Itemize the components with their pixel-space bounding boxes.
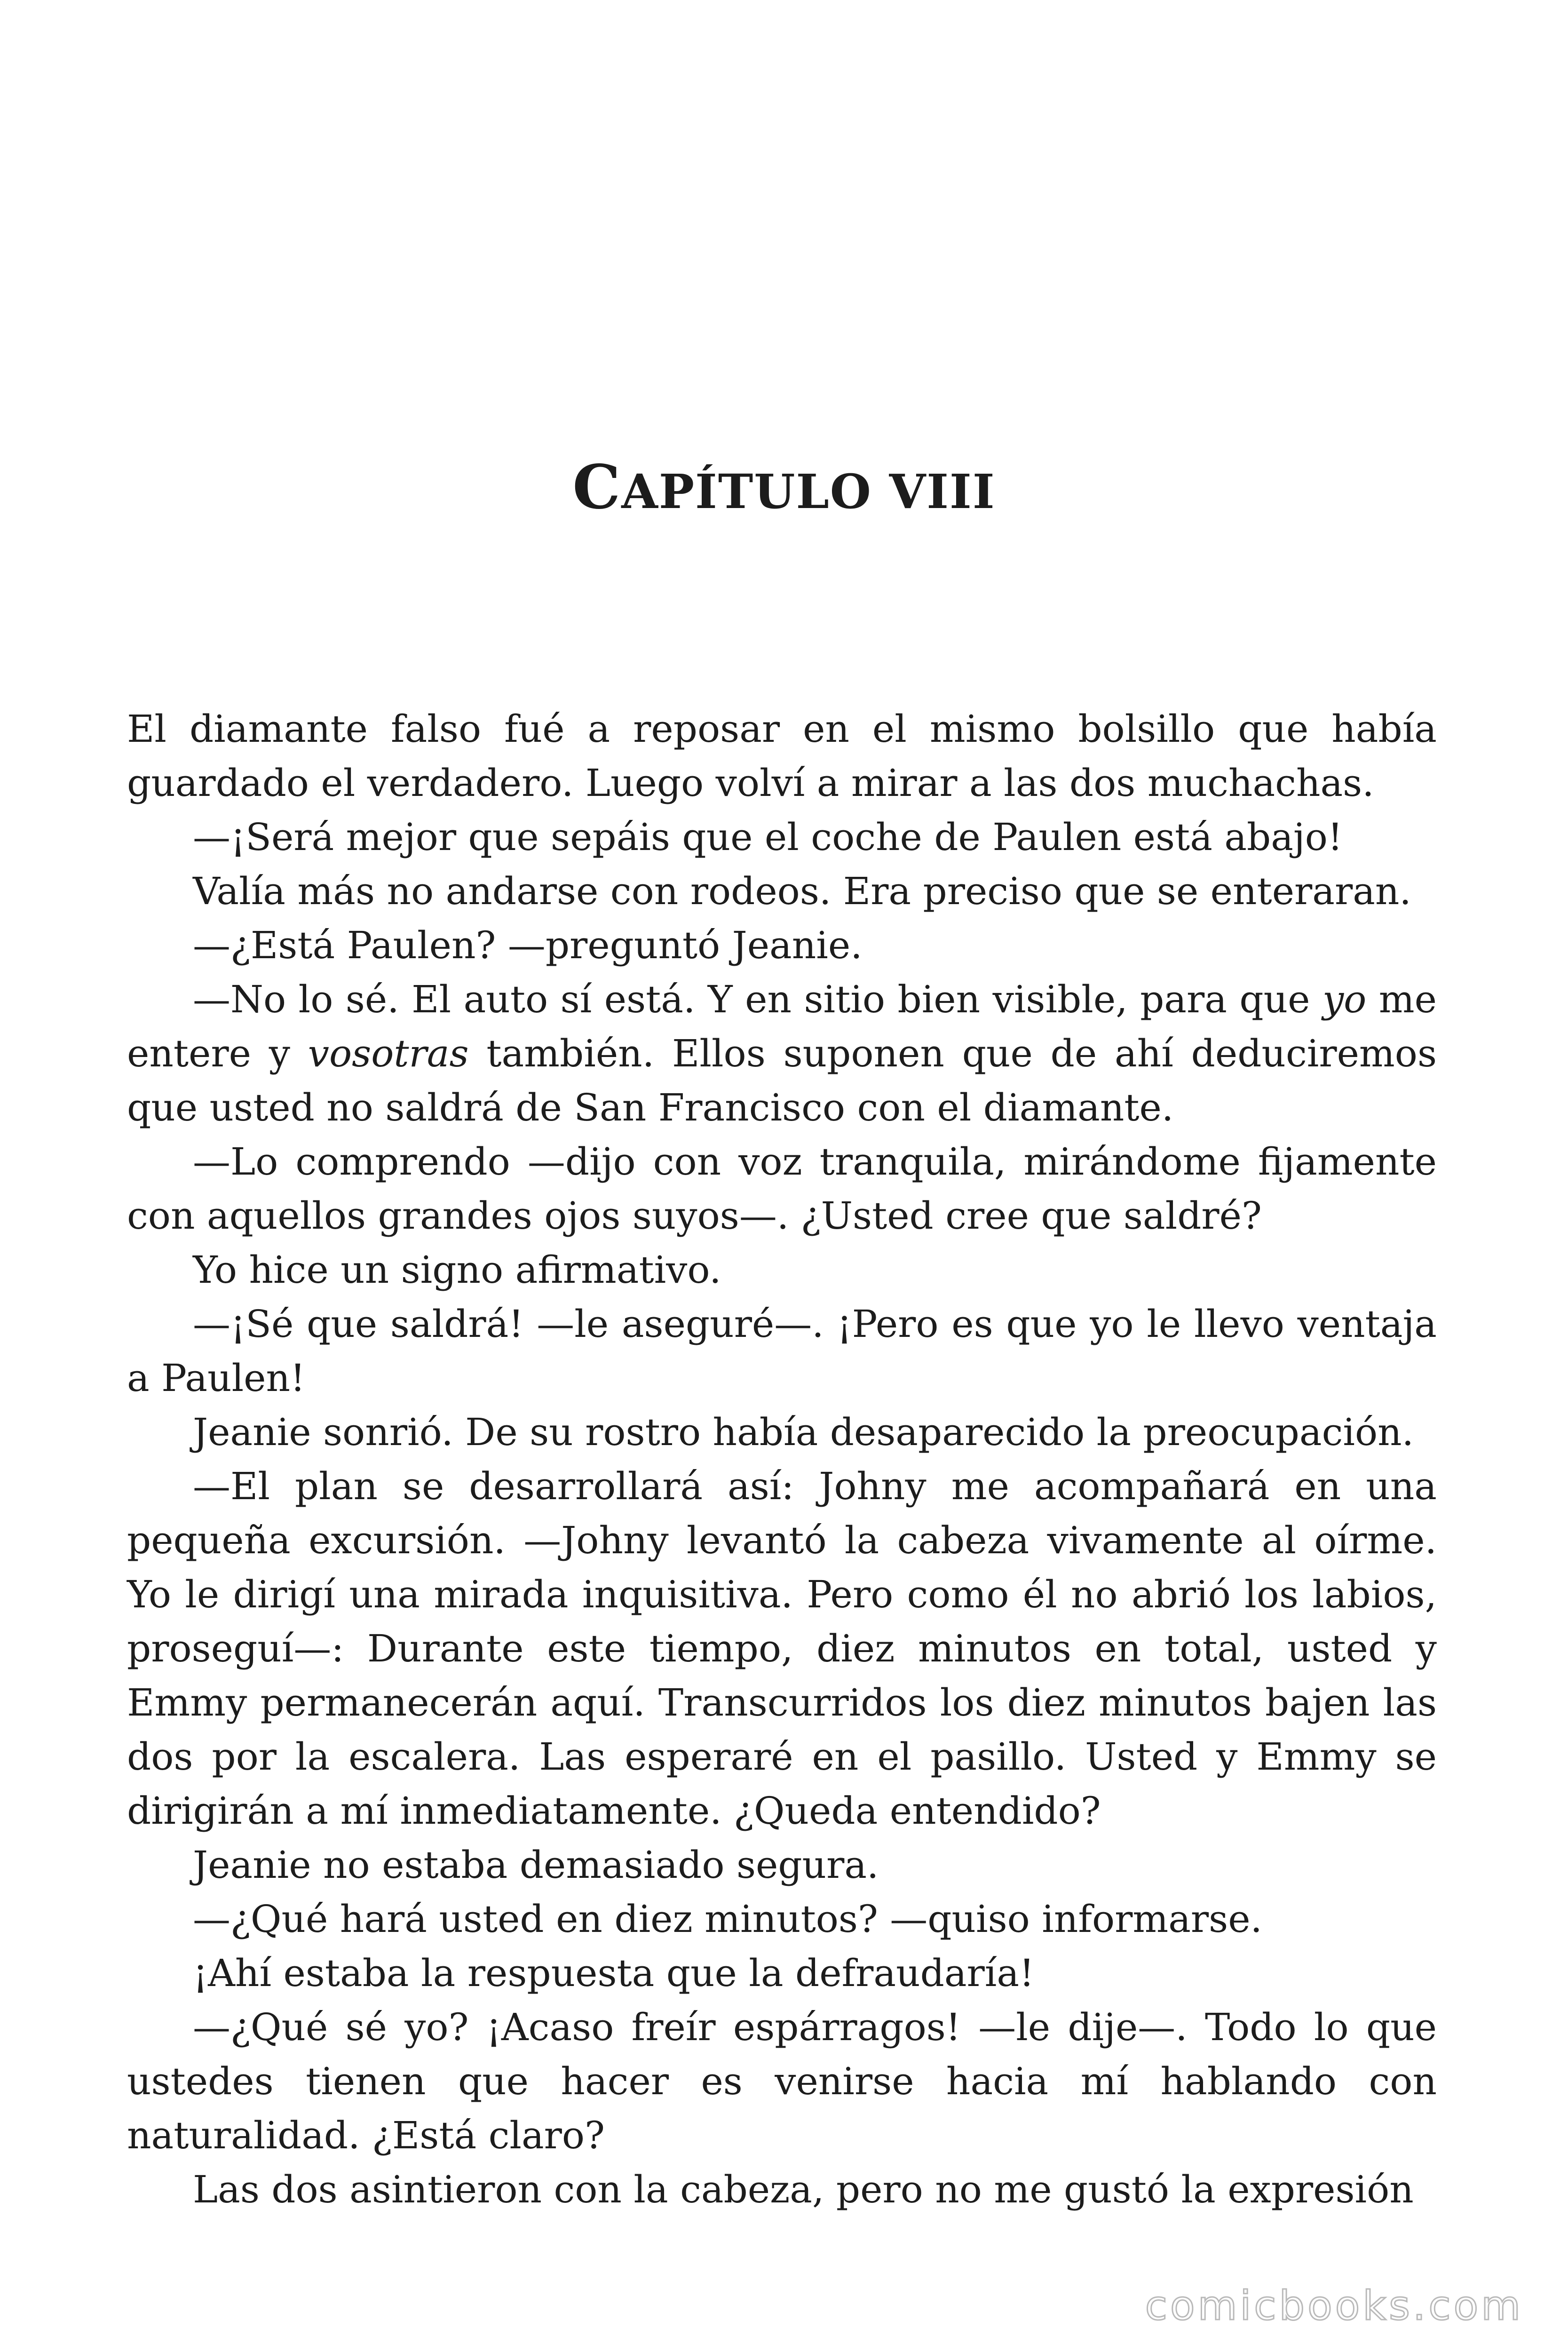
- paragraph: Valía más no andarse con rodeos. Era preciso que se enteraran.: [193, 869, 1411, 913]
- emphasis-text: vosotras: [308, 1032, 469, 1075]
- paragraph-text: me entere y: [127, 977, 1437, 1075]
- paragraph-text: —No lo sé. El auto sí está. Y en sitio bien visible, para que: [193, 977, 1323, 1021]
- chapter-title-initial: C: [572, 452, 622, 523]
- paragraph-text: también. Ellos suponen que de ahí deduciremos que usted no saldrá de San Francisco con el diamante.: [127, 1032, 1437, 1129]
- paragraph: ¡Ahí estaba la respuesta que la defraudaría!: [193, 1951, 1035, 1995]
- paragraph: —El plan se desarrollará así: Johny me acompañará en una pequeña excursión. —Johny levantó la cabeza vivamente al oírme. Yo le dirigí una mirada inquisitiva. Pero como él no abrió los labios, proseguí—: Durante este tiempo, diez minutos en total, usted y Emmy permanecerán aquí. Transcurridos los diez minutos bajen las dos por la escalera. Las esperaré en el pasillo. Usted y Emmy se dirigirán a mí inmediatamente. ¿Queda entendido?: [127, 1464, 1437, 1833]
- paragraph: Yo hice un signo afirmativo.: [193, 1248, 721, 1292]
- paragraph: Jeanie no estaba demasiado segura.: [193, 1843, 879, 1887]
- paragraph: —¡Será mejor que sepáis que el coche de Paulen está abajo!: [193, 815, 1343, 859]
- chapter-title-rest: APÍTULO VIII: [621, 464, 996, 519]
- paragraph: —¿Qué sé yo? ¡Acaso freír espárragos! —le dije—. Todo lo que ustedes tienen que hacer es venirse hacia mí hablando con naturalidad. ¿Está claro?: [127, 2005, 1437, 2157]
- paragraph: —¿Qué hará usted en diez minutos? —quiso informarse.: [193, 1897, 1262, 1941]
- chapter-body: [127, 702, 1437, 2217]
- paragraph: —¡Sé que saldrá! —le aseguré—. ¡Pero es que yo le llevo ventaja a Paulen!: [127, 1302, 1437, 1400]
- paragraph: —Lo comprendo —dijo con voz tranquila, mirándome fijamente con aquellos grandes ojos suyos—. ¿Usted cree que saldré?: [127, 1140, 1437, 1238]
- paragraph: [127, 972, 1437, 1135]
- emphasis-text: yo: [1322, 977, 1367, 1021]
- paragraph: Jeanie sonrió. De su rostro había desaparecido la preocupación.: [193, 1410, 1414, 1454]
- watermark: comicbooks.com: [1145, 2282, 1523, 2329]
- paragraph: —¿Está Paulen? —preguntó Jeanie.: [193, 923, 863, 967]
- paragraph: El diamante falso fué a reposar en el mismo bolsillo que había guardado el verdadero. Luego volví a mirar a las dos muchachas.: [127, 707, 1437, 805]
- chapter-title: [0, 452, 1568, 523]
- paragraph: Las dos asintieron con la cabeza, pero no me gustó la expresión: [193, 2168, 1414, 2211]
